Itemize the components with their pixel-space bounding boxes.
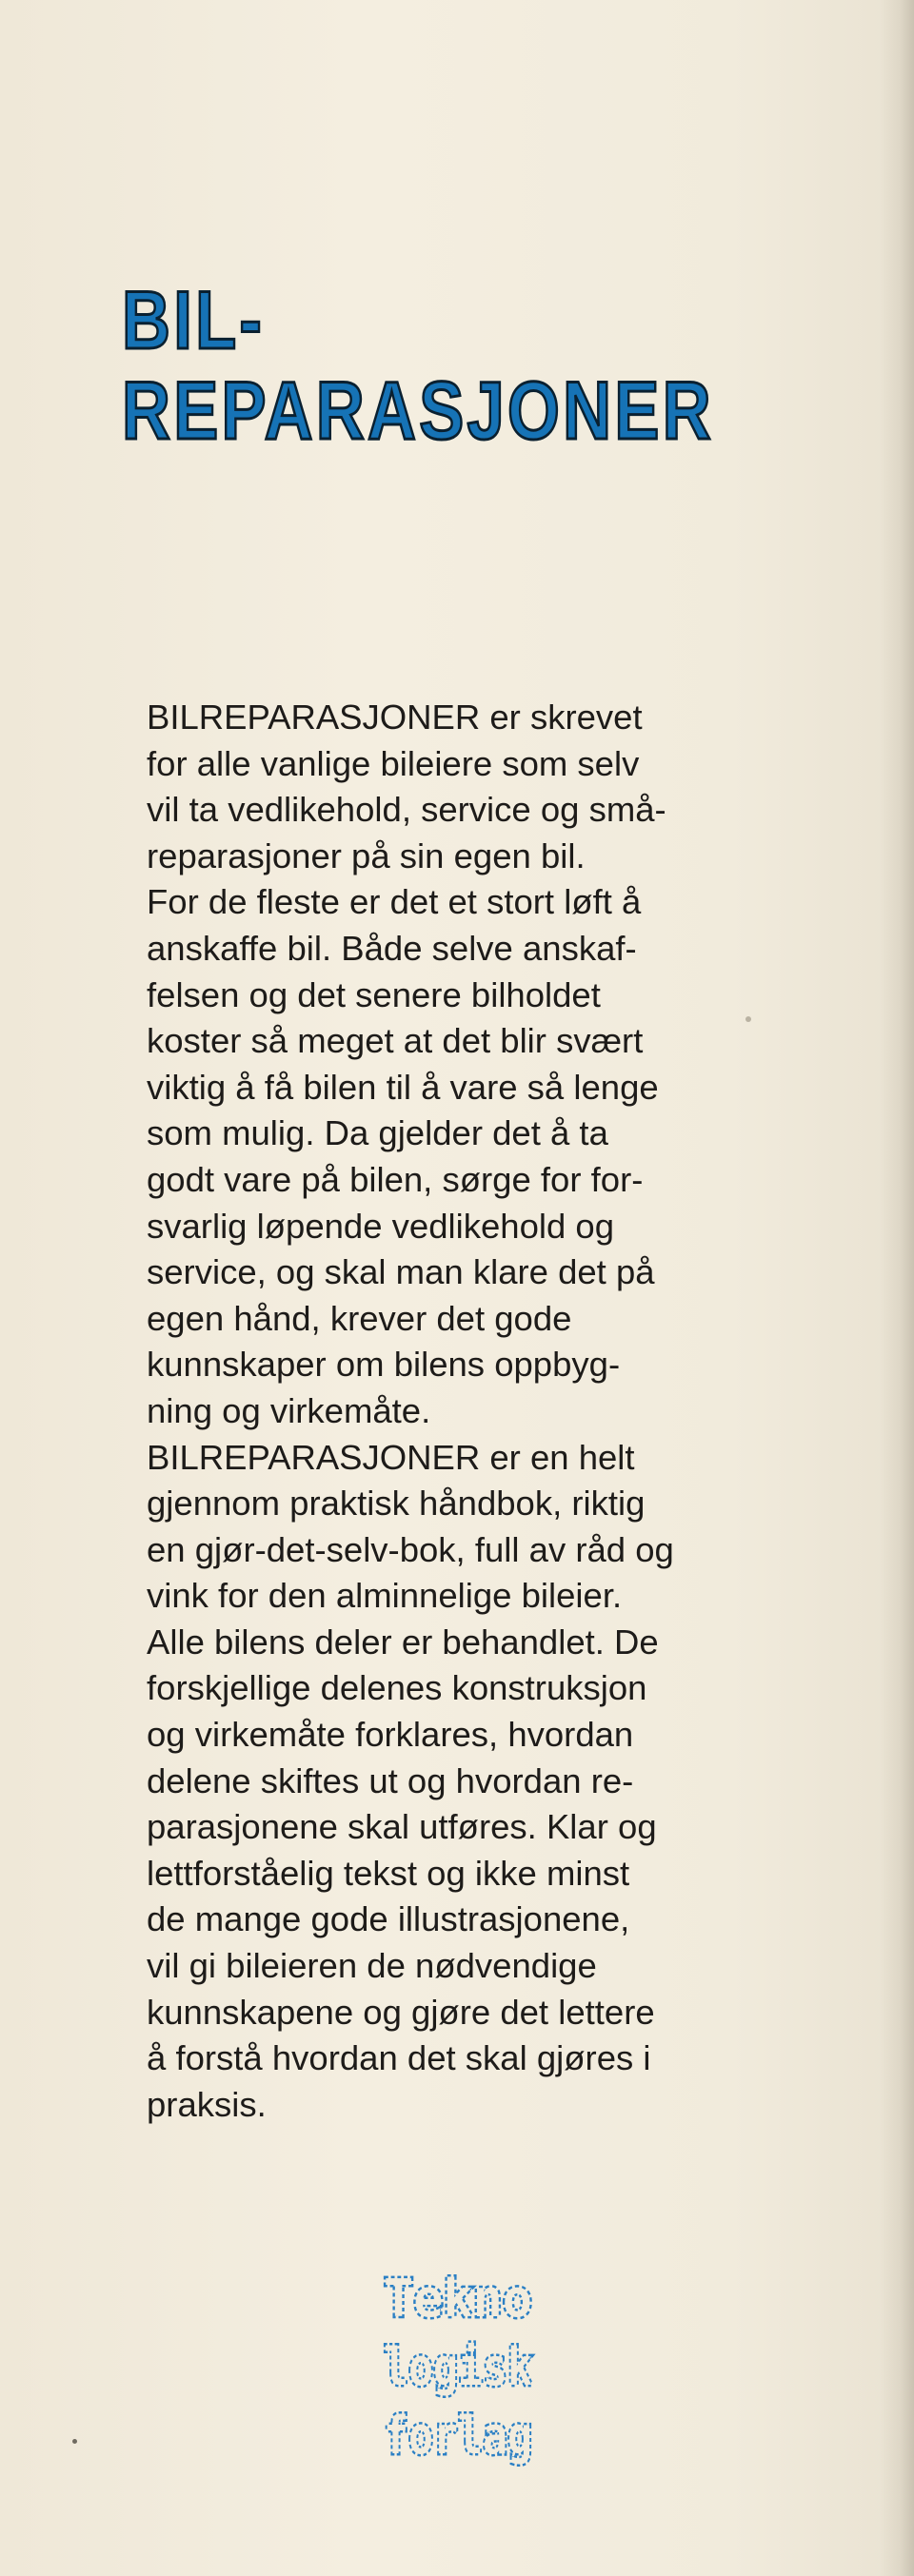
logo-line-1: Tekno [384, 2269, 532, 2329]
blurb-line: service, og skal man klare det på [147, 1252, 655, 1292]
blurb-line: gjennom praktisk håndbok, riktig [147, 1484, 646, 1524]
blurb-text [147, 695, 794, 2128]
blurb-line: lettforståelig tekst og ikke minst [147, 1853, 630, 1893]
blurb-line: som mulig. Da gjelder det å ta [147, 1113, 608, 1153]
blurb-line: kunnskaper om bilens oppbyg- [147, 1345, 621, 1385]
blurb-line: kunnskapene og gjøre det lettere [147, 1992, 655, 2032]
blurb-line: godt vare på bilen, sørge for for- [147, 1159, 644, 1199]
blurb-line: viktig å få bilen til å vare så lenge [147, 1067, 659, 1107]
blurb-line: felsen og det senere bilholdet [147, 974, 601, 1014]
blurb-line: vil gi bileieren de nødvendige [147, 1946, 597, 1986]
blurb-line: Alle bilens deler er behandlet. De [147, 1622, 659, 1662]
blurb-line: ning og virkemåte. [147, 1390, 431, 1430]
blurb-line: vil ta vedlikehold, service og små- [147, 790, 666, 830]
title-line-2: REPARASJONER [122, 365, 714, 457]
blurb-line: de mange gode illustrasjonene, [147, 1899, 630, 1939]
blurb-line: For de fleste er det et stort løft å [147, 882, 642, 922]
blurb-line: koster så meget at det blir svært [147, 1021, 644, 1061]
blurb-line: og virkemåte forklares, hvordan [147, 1715, 634, 1755]
paper-speck [745, 1016, 751, 1022]
cover-edge-shadow [880, 0, 914, 2576]
blurb-line: BILREPARASJONER er en helt [147, 1437, 635, 1477]
logo-line-3: forlag [384, 2406, 532, 2466]
blurb-line: en gjør-det-selv-bok, full av råd og [147, 1529, 674, 1569]
publisher-logo [384, 2263, 534, 2466]
blurb-line: for alle vanlige bileiere som selv [147, 743, 640, 783]
blurb-line: parasjonene skal utføres. Klar og [147, 1807, 657, 1847]
blurb-line: praksis. [147, 2084, 267, 2124]
title-line-1: BIL- [122, 275, 266, 366]
blurb-line: svarlig løpende vedlikehold og [147, 1206, 615, 1246]
blurb-line: egen hånd, krever det gode [147, 1298, 572, 1338]
blurb-line: delene skiftes ut og hvordan re- [147, 1760, 634, 1800]
blurb-line: anskaffe bil. Både selve anskaf- [147, 928, 637, 968]
blurb-line: å forstå hvordan det skal gjøres i [147, 2038, 651, 2078]
blurb-line: reparasjoner på sin egen bil. [147, 836, 586, 875]
book-title [122, 275, 714, 457]
logo-line-2: logisk [384, 2337, 532, 2397]
paper-speck [72, 2439, 77, 2444]
blurb-line: vink for den alminnelige bileier. [147, 1576, 623, 1616]
blurb-line: forskjellige delenes konstruksjon [147, 1668, 647, 1708]
blurb-line: BILREPARASJONER er skrevet [147, 698, 643, 737]
